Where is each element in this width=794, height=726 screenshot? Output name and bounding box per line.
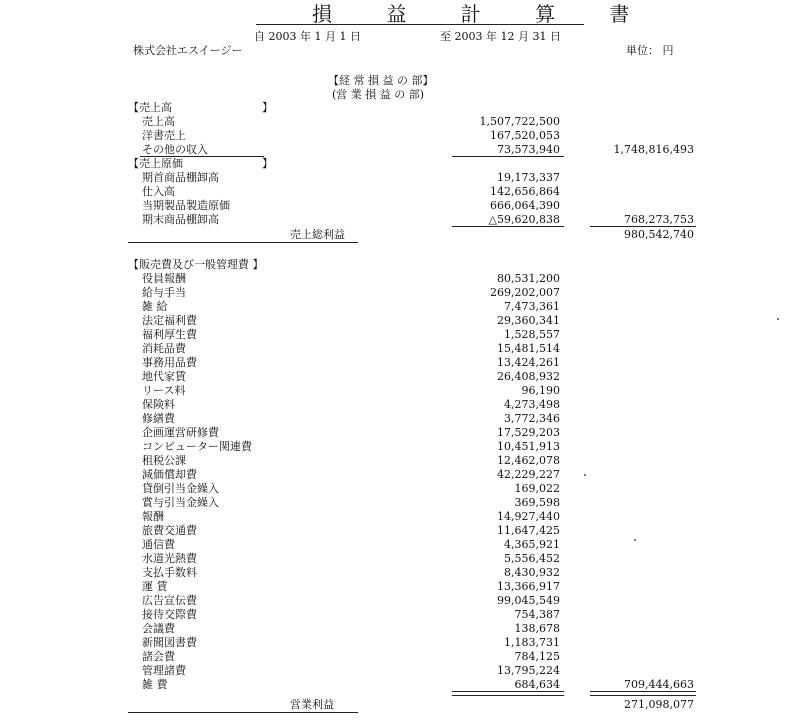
unit-label: 単位： 円 — [626, 44, 674, 57]
rule — [128, 712, 358, 713]
row-label: 新聞図書費 — [142, 636, 197, 649]
row-amount: 26,408,932 — [497, 370, 560, 383]
row-label: 役員報酬 — [142, 272, 186, 285]
row-label: 接待交際費 — [142, 608, 197, 621]
subtotal-rule — [452, 226, 564, 227]
total-rule — [590, 226, 696, 227]
row-amount: 3,772,346 — [504, 412, 560, 425]
row-label: 広告宣伝費 — [142, 594, 197, 607]
gross-profit-label: 売上総利益 — [290, 228, 345, 241]
row-label: 消耗品費 — [142, 342, 186, 355]
company-name: 株式会社エスイージー — [133, 44, 243, 57]
heading-sales-label: 【売上高 — [128, 101, 172, 114]
row-label: 報酬 — [142, 510, 164, 523]
scan-speck — [584, 474, 586, 476]
row-label: 売上高 — [142, 115, 175, 128]
row-amount: 754,387 — [514, 608, 560, 621]
table-row — [0, 608, 794, 623]
table-row — [0, 426, 794, 441]
table-row — [0, 496, 794, 511]
period-to: 至 2003 年 12 月 31 日 — [440, 30, 561, 43]
table-row — [0, 566, 794, 581]
row-amount: 96,190 — [521, 384, 560, 397]
table-row — [0, 510, 794, 525]
heading-cost — [0, 157, 794, 172]
title-underline — [256, 24, 584, 25]
gross-profit-total: 980,542,740 — [624, 228, 694, 241]
row-amount: 4,365,921 — [504, 538, 560, 551]
table-row — [0, 482, 794, 497]
row-amount: 13,366,917 — [497, 580, 560, 593]
table-row — [0, 440, 794, 455]
table-row — [0, 622, 794, 637]
row-amount: 666,064,390 — [490, 199, 560, 212]
row-total: 768,273,753 — [624, 213, 694, 226]
table-row — [0, 650, 794, 665]
table-row — [0, 594, 794, 609]
row-amount: 13,795,224 — [497, 664, 560, 677]
operating-profit-label: 営業利益 — [290, 698, 334, 711]
row-label: 減価償却費 — [142, 468, 197, 481]
row-label: 期末商品棚卸高 — [142, 213, 219, 226]
row-label: 給与手当 — [142, 286, 186, 299]
row-amount: 73,573,940 — [497, 143, 560, 156]
row-label: 当期製品製造原価 — [142, 199, 230, 212]
row-label: 水道光熱費 — [142, 552, 197, 565]
row-label: コンピューター関連費 — [142, 440, 252, 453]
heading-cost-bracket: 】 — [262, 157, 273, 170]
table-row — [0, 300, 794, 315]
table-row — [0, 384, 794, 399]
table-row — [0, 412, 794, 427]
table-row — [0, 468, 794, 483]
row-amount: 11,647,425 — [497, 524, 560, 537]
row-label: 洋書売上 — [142, 129, 186, 142]
row-total: 709,444,663 — [624, 678, 694, 691]
row-label: 雑 費 — [142, 678, 168, 691]
row-label: 会議費 — [142, 622, 175, 635]
table-row — [0, 664, 794, 679]
scan-speck — [777, 318, 779, 320]
period-from: 自 2003 年 1 月 1 日 — [254, 30, 361, 43]
table-row — [0, 171, 794, 186]
heading-sales-bracket: 】 — [262, 101, 273, 114]
row-label: 運 賃 — [142, 580, 168, 593]
row-amount: 138,678 — [514, 622, 560, 635]
row-label: 福利厚生費 — [142, 328, 197, 341]
section-ordinary: 【経 常 損 益 の 部】 — [328, 74, 434, 87]
operating-profit-row — [0, 698, 794, 713]
table-row — [0, 185, 794, 200]
table-row — [0, 342, 794, 357]
row-label: 租税公課 — [142, 454, 186, 467]
table-row — [0, 272, 794, 287]
row-label: 企画運営研修費 — [142, 426, 219, 439]
row-amount: 369,598 — [514, 496, 560, 509]
table-row — [0, 454, 794, 469]
row-label: 賞与引当金繰入 — [142, 496, 219, 509]
table-row — [0, 370, 794, 385]
row-label: 期首商品棚卸高 — [142, 171, 219, 184]
row-amount: 99,045,549 — [497, 594, 560, 607]
row-label: 法定福利費 — [142, 314, 197, 327]
section-operating: (営 業 損 益 の 部) — [332, 88, 425, 101]
row-label: 支払手数料 — [142, 566, 197, 579]
table-row — [0, 636, 794, 651]
table-row — [0, 580, 794, 595]
heading-sga-label: 【販売費及び一般管理費 】 — [128, 258, 264, 271]
table-row — [0, 524, 794, 539]
operating-profit-total: 271,098,077 — [624, 698, 694, 711]
row-amount: 8,430,932 — [504, 566, 560, 579]
row-label: 仕入高 — [142, 185, 175, 198]
gross-profit-row — [0, 228, 794, 243]
table-row — [0, 199, 794, 214]
row-amount: 1,507,722,500 — [479, 115, 560, 128]
row-amount: 169,022 — [514, 482, 560, 495]
table-row — [0, 286, 794, 301]
row-label: 旅費交通費 — [142, 524, 197, 537]
scan-speck — [634, 539, 636, 541]
subtotal-double-rule — [452, 691, 564, 696]
row-label: 管理諸費 — [142, 664, 186, 677]
row-amount: 19,173,337 — [497, 171, 560, 184]
row-amount: 17,529,203 — [497, 426, 560, 439]
row-amount: △59,620,838 — [488, 213, 560, 226]
row-label: 事務用品費 — [142, 356, 197, 369]
row-amount: 684,634 — [514, 678, 560, 691]
row-amount: 80,531,200 — [497, 272, 560, 285]
heading-sales — [0, 101, 794, 116]
row-label: 諸会費 — [142, 650, 175, 663]
row-amount: 784,125 — [514, 650, 560, 663]
row-label: 保険料 — [142, 398, 175, 411]
row-label: 通信費 — [142, 538, 175, 551]
row-amount: 269,202,007 — [490, 286, 560, 299]
row-label: リース料 — [142, 384, 186, 397]
row-label: 修繕費 — [142, 412, 175, 425]
rule — [128, 242, 358, 243]
row-amount: 42,229,227 — [497, 468, 560, 481]
table-row — [0, 538, 794, 553]
heading-sga — [0, 258, 794, 273]
heading-cost-label: 【売上原価 — [128, 157, 183, 170]
table-row — [0, 328, 794, 343]
row-amount: 1,528,557 — [504, 328, 560, 341]
total-double-rule — [590, 691, 696, 696]
row-amount: 7,473,361 — [504, 300, 560, 313]
row-amount: 142,656,864 — [490, 185, 560, 198]
row-amount: 5,556,452 — [504, 552, 560, 565]
row-label: その他の収入 — [142, 143, 208, 156]
row-amount: 13,424,261 — [497, 356, 560, 369]
row-label: 雑 給 — [142, 300, 168, 313]
table-row — [0, 115, 794, 130]
table-row — [0, 143, 794, 158]
row-amount: 10,451,913 — [497, 440, 560, 453]
row-amount: 29,360,341 — [497, 314, 560, 327]
table-row — [0, 129, 794, 144]
row-label: 貸倒引当金繰入 — [142, 482, 219, 495]
document-title: 損 益 計 算 書 — [312, 2, 654, 26]
row-label: 地代家賃 — [142, 370, 186, 383]
row-amount: 14,927,440 — [497, 510, 560, 523]
table-row — [0, 398, 794, 413]
row-amount: 15,481,514 — [497, 342, 560, 355]
row-amount: 12,462,078 — [497, 454, 560, 467]
row-amount: 1,183,731 — [504, 636, 560, 649]
row-amount: 4,273,498 — [504, 398, 560, 411]
table-row — [0, 314, 794, 329]
table-row — [0, 356, 794, 371]
table-row — [0, 552, 794, 567]
row-total: 1,748,816,493 — [613, 143, 694, 156]
row-amount: 167,520,053 — [490, 129, 560, 142]
